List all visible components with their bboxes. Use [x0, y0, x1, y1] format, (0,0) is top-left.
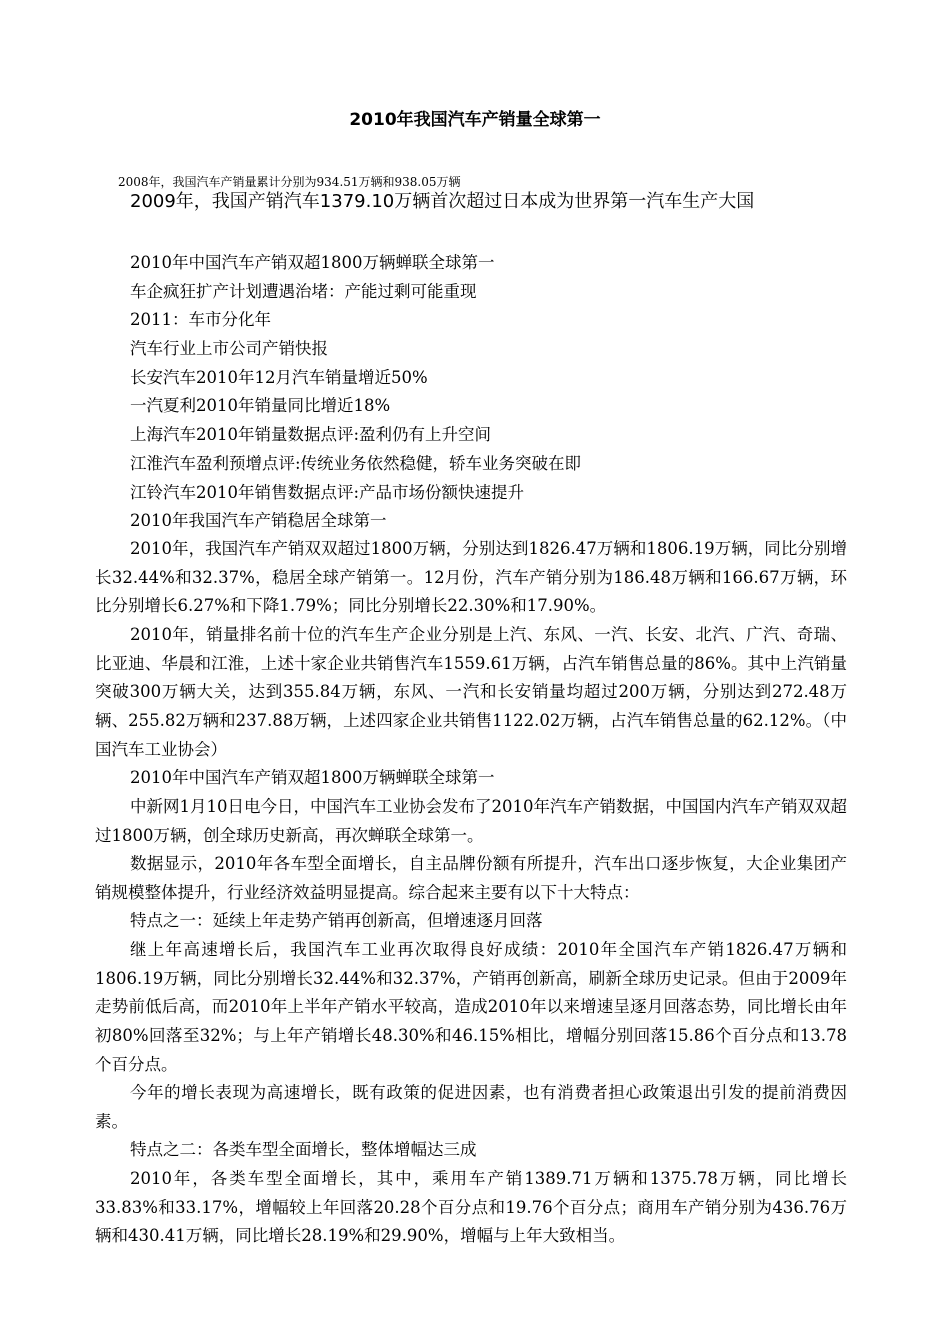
- list-item: 2010年我国汽车产销稳居全球第一: [130, 511, 387, 530]
- paragraph: 2010年中国汽车产销双超1800万辆蝉联全球第一: [130, 768, 495, 787]
- list-item: 2010年中国汽车产销双超1800万辆蝉联全球第一: [130, 253, 495, 272]
- list-item: 江淮汽车盈利预增点评:传统业务依然稳健，轿车业务突破在即: [130, 454, 582, 473]
- intro-note: 2008年，我国汽车产销量累计分别为934.51万辆和938.05万辆: [118, 175, 461, 189]
- document-title: 2010年我国汽车产销量全球第一: [349, 110, 601, 130]
- list-item: 长安汽车2010年12月汽车销量增近50%: [130, 368, 428, 387]
- paragraph: 今年的增长表现为高速增长，既有政策的促进因素，也有消费者担心政策退出引发的提前消费因素。: [95, 1083, 847, 1131]
- paragraph: 数据显示，2010年各车型全面增长，自主品牌份额有所提升，汽车出口逐步恢复，大企业集团产销规模整体提升，行业经济效益明显提高。综合起来主要有以下十大特点：: [95, 854, 847, 902]
- list-item: 车企疯狂扩产计划遭遇治堵：产能过剩可能重现: [130, 282, 477, 301]
- paragraph: 2010年，各类车型全面增长，其中，乘用车产销1389.71万辆和1375.78万辆，同比增长33.83%和33.17%，增幅较上年回落20.28个百分点和19.76个百分点；商用车产销分别为436.76万辆和430.41万辆，同比增长28.19%和29.90%，增幅与上年大致相当。: [95, 1169, 847, 1246]
- paragraph: 中新网1月10日电今日，中国汽车工业协会发布了2010年汽车产销数据，中国国内汽车产销双双超过1800万辆，创全球历史新高，再次蝉联全球第一。: [95, 797, 847, 845]
- list-item: 上海汽车2010年销量数据点评:盈利仍有上升空间: [130, 425, 492, 444]
- list-item: 江铃汽车2010年销售数据点评:产品市场份额快速提升: [130, 483, 525, 502]
- paragraph: 继上年高速增长后，我国汽车工业再次取得良好成绩：2010年全国汽车产销1826.47万辆和1806.19万辆，同比分别增长32.44%和32.37%，产销再创新高，刷新全球历史记录。但由于2009年走势前低后高，而2010年上半年产销水平较高，造成2010年以来增速呈逐月回落态势，同比增长由年初80%回落至32%；与上年产销增长48.30%和46.15%相比，增幅分别回落15.86个百分点和13.78个百分点。: [95, 940, 847, 1074]
- list-item: 一汽夏利2010年销量同比增近18%: [130, 396, 391, 415]
- headline: 2009年，我国产销汽车1379.10万辆首次超过日本成为世界第一汽车生产大国: [130, 191, 755, 212]
- paragraph: 2010年，销量排名前十位的汽车生产企业分别是上汽、东风、一汽、长安、北汽、广汽、奇瑞、比亚迪、华晨和江淮，上述十家企业共销售汽车1559.61万辆，占汽车销售总量的86%。其中上汽销量突破300万辆大关，达到355.84万辆，东风、一汽和长安销量均超过200万辆，分别达到272.48万辆、255.82万辆和237.88万辆，上述四家企业共销售1122.02万辆，占汽车销售总量的62.12%。（中国汽车工业协会）: [95, 625, 847, 759]
- list-item: 汽车行业上市公司产销快报: [130, 339, 328, 358]
- list-item: 2011：车市分化年: [130, 310, 271, 329]
- paragraph: 特点之一：延续上年走势产销再创新高，但增速逐月回落: [130, 911, 543, 930]
- paragraph: 2010年，我国汽车产销双双超过1800万辆，分别达到1826.47万辆和1806.19万辆，同比分别增长32.44%和32.37%，稳居全球产销第一。12月份，汽车产销分别为186.48万辆和166.67万辆，环比分别增长6.27%和下降1.79%；同比分别增长22.30%和17.90%。: [95, 539, 847, 616]
- paragraph: 特点之二：各类车型全面增长，整体增幅达三成: [130, 1140, 477, 1159]
